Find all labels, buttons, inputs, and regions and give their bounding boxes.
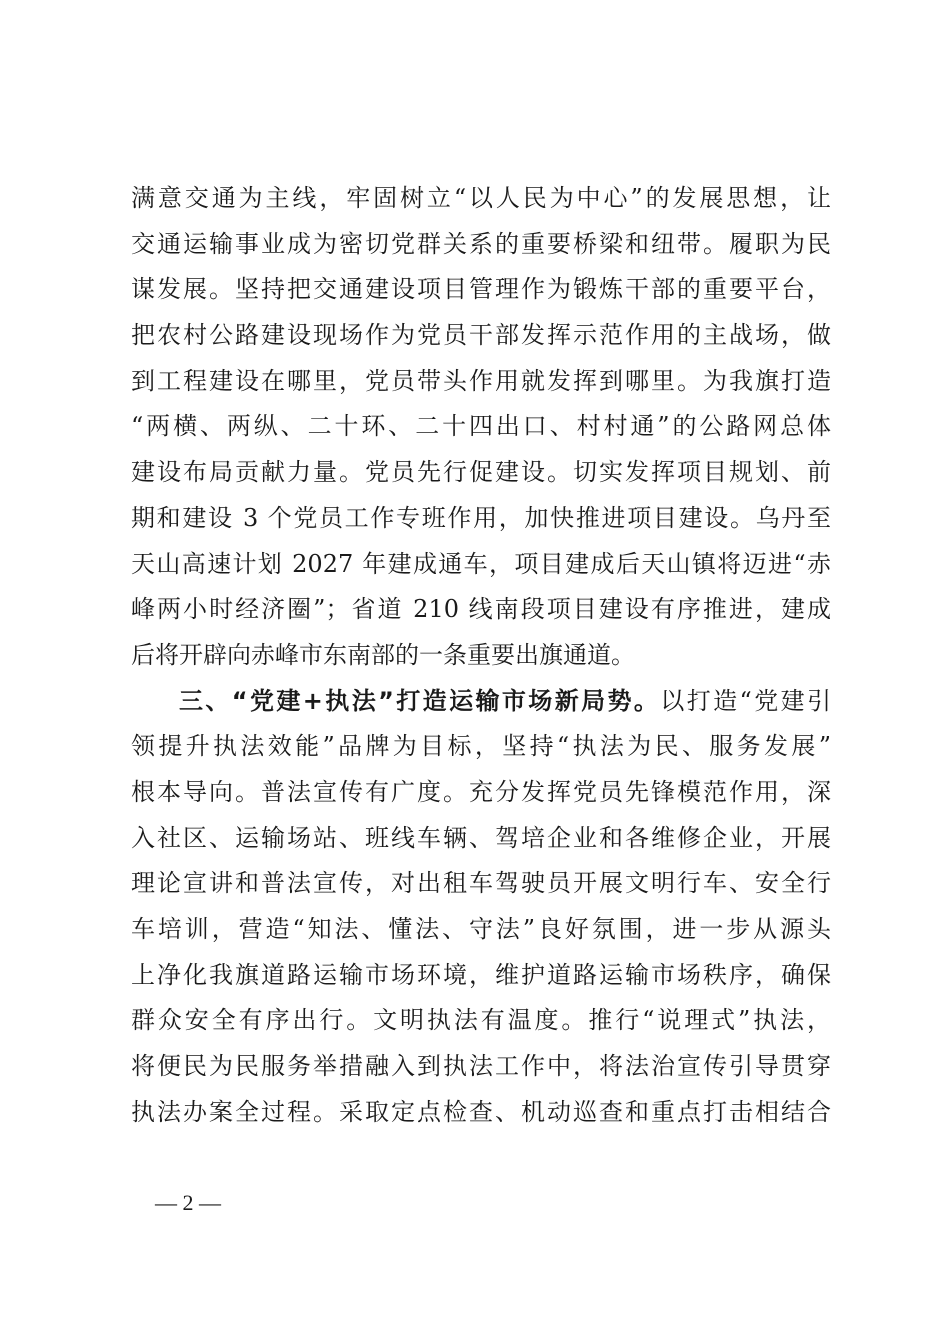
text-line: 峰两小时经济圈”；省道 210 线南段项目建设有序推进，建成 <box>131 595 831 624</box>
text-line: 上净化我旗道路运输市场环境，维护道路运输市场秩序，确保 <box>131 960 831 989</box>
section-heading: 三、“党建+执法”打造运输市场新局势。 <box>179 686 661 715</box>
section-heading-line <box>131 679 831 725</box>
text-line: 交通运输事业成为密切党群关系的重要桥梁和纽带。履职为民 <box>131 229 831 258</box>
text-line: 车培训，营造“知法、懂法、守法”良好氛围，进一步从源头 <box>131 915 831 943</box>
text-line: 把农村公路建设现场作为党员干部发挥示范作用的主战场，做 <box>131 321 831 350</box>
text-line: 满意交通为主线，牢固树立“以人民为中心”的发展思想，让 <box>131 184 831 212</box>
text-line: 入社区、运输场站、班线车辆、驾培企业和各维修企业，开展 <box>131 823 831 852</box>
text-line: 将便民为民服务举措融入到执法工作中，将法治宣传引导贯穿 <box>131 1052 831 1081</box>
text-line: 到工程建设在哪里，党员带头作用就发挥到哪里。为我旗打造 <box>131 366 831 395</box>
text-line: 根本导向。普法宣传有广度。充分发挥党员先锋模范作用，深 <box>131 777 831 806</box>
text-line: 期和建设 3 个党员工作专班作用，加快推进项目建设。乌丹至 <box>131 503 831 532</box>
text-line: 群众安全有序出行。文明执法有温度。推行“说理式”执法， <box>131 1006 831 1035</box>
text-line: 执法办案全过程。采取定点检查、机动巡查和重点打击相结合 <box>131 1097 831 1126</box>
page-number: — 2 — <box>155 1190 221 1215</box>
text-line: 建设布局贡献力量。党员先行促建设。切实发挥项目规划、前 <box>131 458 831 487</box>
text-line: 领提升执法效能”品牌为目标，坚持“执法为民、服务发展” <box>131 732 831 761</box>
text-line: 理论宣讲和普法宣传，对出租车驾驶员开展文明行车、安全行 <box>131 869 831 898</box>
text-line: “两横、两纵、二十环、二十四出口、村村通”的公路网总体 <box>131 412 831 441</box>
heading-line-text: 以打造“党建引 <box>660 686 831 715</box>
text-line: 后将开辟向赤峰市东南部的一条重要出旗通道。 <box>131 640 635 669</box>
text-line: 天山高速计划 2027 年建成通车，项目建成后天山镇将迈进“赤 <box>131 549 831 578</box>
text-line: 谋发展。坚持把交通建设项目管理作为锻炼干部的重要平台， <box>131 275 831 304</box>
body-text <box>131 176 831 1135</box>
